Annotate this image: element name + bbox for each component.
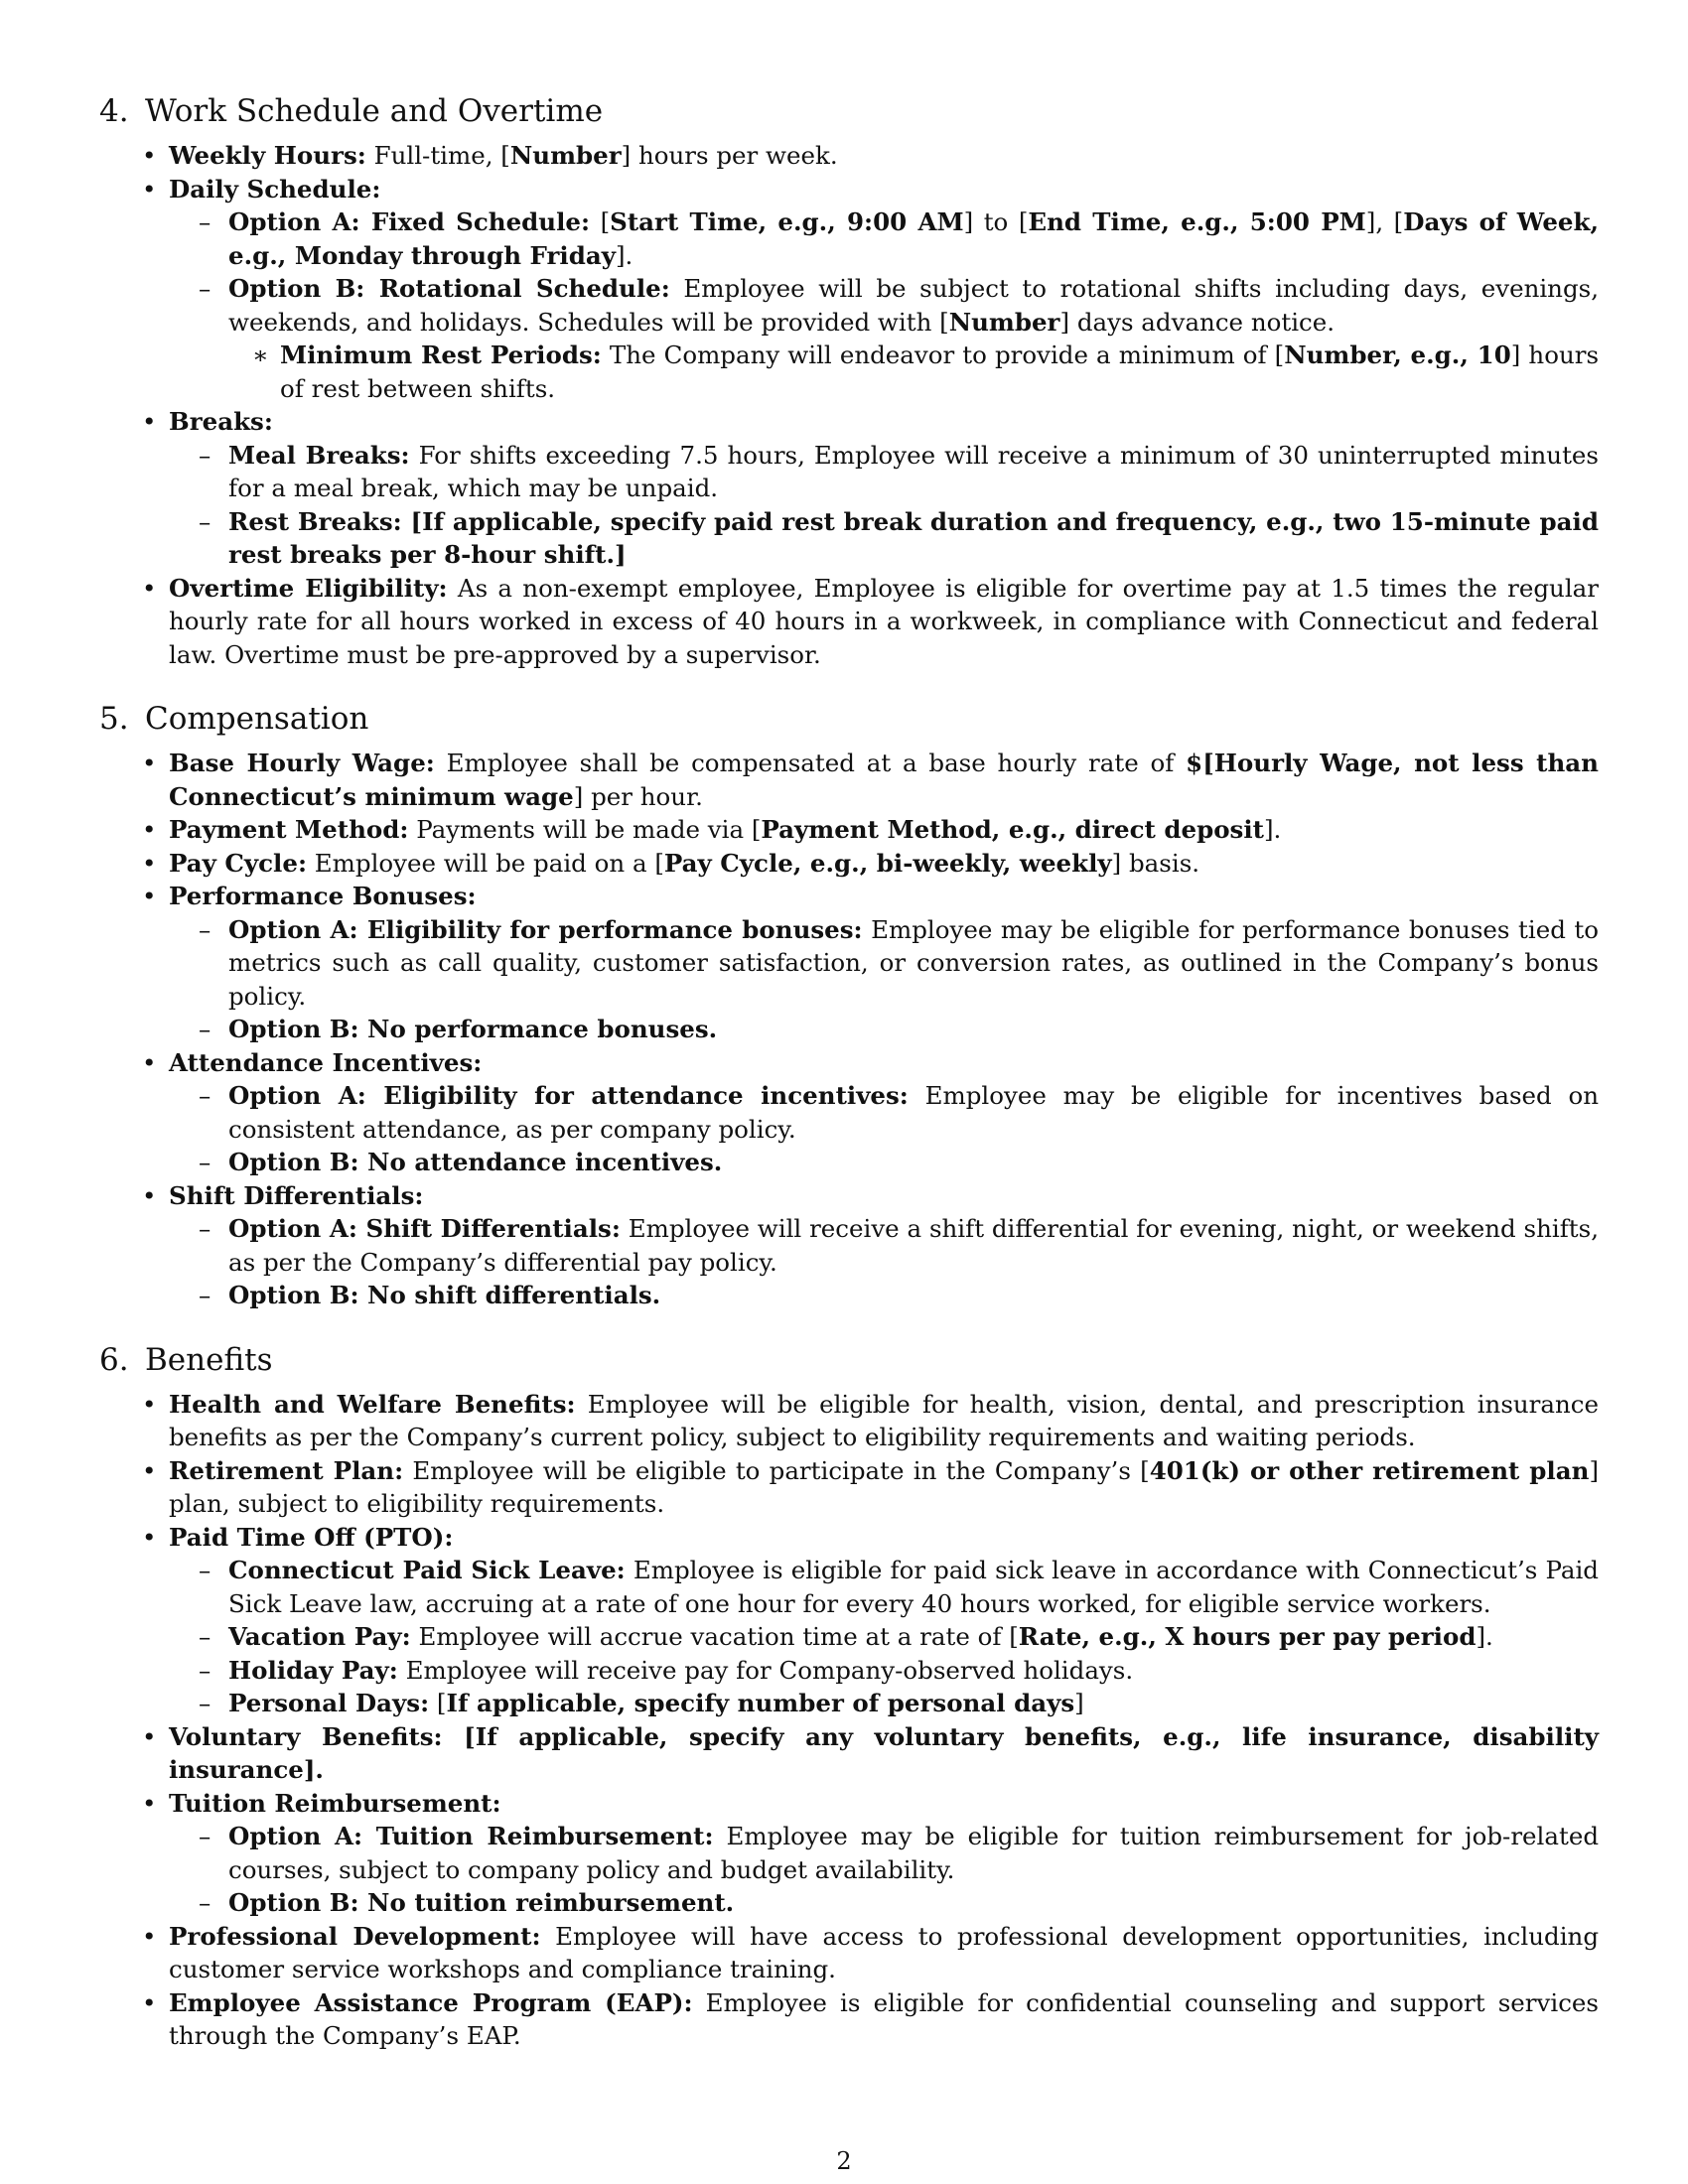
list-item-attendance-incentives: [142, 1046, 1599, 1179]
placeholder-text: Rate, e.g., X hours per pay period: [1018, 1622, 1477, 1651]
sub-item-tuition-option-b: [199, 1886, 1599, 1920]
item-label: Vacation Pay:: [228, 1622, 411, 1651]
item-text: ] basis.: [1111, 848, 1200, 878]
item-text: ]: [615, 540, 627, 569]
placeholder-text: Start Time, e.g., 9:00 AM: [610, 207, 964, 236]
dash-marker: –: [199, 440, 211, 470]
item-text: Employee shall be compensated at a base hourly rate of: [434, 749, 1187, 777]
bullet-marker: •: [142, 1788, 157, 1818]
item-text: ] hours of rest between shifts.: [280, 341, 1600, 403]
item-text: Employee may be eligible for incentives based on consistent attendance, as per company policy.: [228, 1081, 1599, 1144]
bullet-marker: •: [142, 1987, 157, 2017]
item-label: Option B: No performance bonuses.: [228, 1015, 718, 1043]
item-label: Option A: Tuition Reimbursement:: [228, 1822, 714, 1850]
dash-marker: –: [199, 1822, 211, 1850]
dash-marker: –: [199, 1148, 211, 1176]
list-item-pto: [142, 1521, 1599, 1720]
list-item-pay-cycle: [142, 847, 1599, 881]
sub-item-bonus-option-a: [199, 913, 1600, 1014]
item-label: Weekly Hours:: [169, 141, 366, 170]
sub-item-vacation: [199, 1620, 1599, 1654]
placeholder-text: Payment Method, e.g., direct deposit: [761, 815, 1264, 844]
item-label: Meal Breaks:: [228, 440, 410, 470]
item-text: ] to [: [963, 207, 1029, 236]
item-text: Employee will be eligible for health, vision, dental, and prescription insurance benefits as per the Company’s current policy, subject to eligibility requirements and waiting periods.: [169, 1389, 1599, 1451]
bullet-marker: •: [142, 749, 157, 777]
item-label: Option A: Eligibility for performance bonuses:: [228, 914, 863, 944]
sub-item-attendance-option-a: [199, 1079, 1599, 1146]
list-item-retirement: [142, 1454, 1599, 1521]
item-text: ]: [1074, 1689, 1084, 1717]
item-label: Option B: No attendance incentives.: [228, 1148, 723, 1176]
dash-marker: –: [199, 1655, 211, 1685]
sub-list: [169, 1212, 1599, 1312]
section-title: Benefits: [145, 1341, 273, 1378]
dash-marker: –: [199, 207, 211, 236]
sub-list: [169, 205, 1599, 405]
item-text: For shifts exceeding 7.5 hours, Employee will receive a minimum of 30 uninterrupted minutes for a meal break, which may be unpaid.: [228, 440, 1599, 502]
item-text: ], [: [1365, 207, 1404, 236]
placeholder-text: Pay Cycle, e.g., bi-weekly, weekly: [663, 848, 1112, 878]
item-label: Professional Development:: [169, 1921, 541, 1951]
item-label: Option B: No shift differentials.: [228, 1281, 661, 1309]
item-label: Base Hourly Wage:: [169, 749, 435, 777]
item-text: ].: [303, 1755, 324, 1784]
placeholder-text: If applicable, specify any voluntary benefits, e.g., life insurance, disability insurance: [169, 1721, 1599, 1784]
dash-marker: –: [199, 506, 211, 536]
placeholder-text: Days of Week, e.g., Monday through Friday: [228, 207, 1600, 270]
item-label: Breaks:: [169, 407, 273, 436]
section-heading: [99, 699, 1599, 739]
page-number: 2: [836, 2147, 852, 2175]
bullet-marker: •: [142, 407, 157, 436]
bullet-marker: •: [142, 1180, 157, 1210]
item-text: Employee will accrue vacation time at a rate of [: [410, 1622, 1019, 1651]
bullet-marker: •: [142, 1455, 157, 1485]
sub-item-rotational-schedule: [199, 272, 1600, 405]
item-text: [: [429, 1689, 447, 1717]
sub-sub-list: [228, 339, 1599, 405]
item-text: [: [401, 506, 423, 536]
item-label: Daily Schedule:: [169, 174, 381, 204]
item-text: Employee will receive pay for Company-observed holidays.: [397, 1655, 1134, 1685]
item-text: ] plan, subject to eligibility requirements.: [169, 1455, 1599, 1518]
bullet-marker: •: [142, 882, 157, 910]
item-text: Employee may be eligible for performance bonuses tied to metrics such as call quality, customer satisfaction, or conversion rates, as outlined in the Company’s bonus policy.: [228, 914, 1600, 1011]
list-item-overtime: [142, 572, 1599, 672]
item-text: ].: [615, 240, 633, 270]
bullet-marker: •: [142, 1721, 157, 1751]
section-heading: [99, 91, 1599, 131]
item-label: Option A: Shift Differentials:: [228, 1214, 621, 1243]
item-label: Pay Cycle:: [169, 848, 307, 878]
list-item-breaks: [142, 405, 1599, 572]
sub-list: [169, 1554, 1599, 1720]
list-item-health: [142, 1388, 1599, 1454]
item-text: ].: [1263, 815, 1282, 844]
sub-item-sick-leave: [199, 1554, 1599, 1620]
placeholder-text: If applicable, specify paid rest break duration and frequency, e.g., two 15-minute paid rest breaks per 8-hour shift.: [228, 506, 1599, 569]
list-item-professional-development: [142, 1920, 1599, 1986]
section-benefits: [99, 1340, 1599, 2053]
dash-marker: –: [199, 1214, 211, 1243]
section-heading: [99, 1340, 1599, 1380]
item-text: ].: [1476, 1622, 1493, 1651]
item-label: Personal Days:: [228, 1689, 430, 1717]
sub-list: [169, 439, 1599, 572]
item-label: Employee Assistance Program (EAP):: [169, 1987, 693, 2017]
dash-marker: –: [199, 1689, 211, 1717]
list-item-voluntary: [142, 1720, 1599, 1787]
bullet-list: [99, 1388, 1599, 2053]
sub-item-personal-days: [199, 1687, 1599, 1720]
list-item-base-wage: [142, 747, 1599, 813]
sub-item-shift-option-a: [199, 1212, 1600, 1279]
list-item-shift-differentials: [142, 1179, 1600, 1312]
sub-item-bonus-option-b: [199, 1013, 1599, 1046]
item-label: Option B: No tuition reimbursement.: [228, 1888, 735, 1917]
item-text: ] hours per week.: [621, 141, 838, 170]
bullet-marker: •: [142, 1522, 157, 1552]
item-label: Paid Time Off (PTO):: [169, 1522, 454, 1552]
item-text: Employee is eligible for paid sick leave in accordance with Connecticut’s Paid Sick Leave law, accruing at a rate of one hour for every 40 hours worked, for eligible service workers.: [228, 1556, 1599, 1618]
dash-marker: –: [199, 1081, 211, 1110]
item-text: Employee will have access to professional development opportunities, including customer service workshops and compliance training.: [169, 1921, 1599, 1983]
item-text: Employee will be subject to rotational shifts including days, evenings, weekends, and holidays. Schedules will be provided with [: [228, 274, 1600, 337]
sub-item-holiday: [199, 1654, 1599, 1688]
item-label: Option A: Eligibility for attendance incentives:: [228, 1081, 909, 1110]
document-page: [99, 91, 1599, 2081]
item-label: Shift Differentials:: [169, 1180, 424, 1210]
bullet-marker: •: [142, 848, 157, 878]
item-text: ] per hour.: [573, 781, 703, 811]
star-marker: ∗: [252, 341, 269, 369]
item-label: Voluntary Benefits:: [169, 1721, 443, 1751]
dash-marker: –: [199, 1622, 211, 1651]
bullet-list: [99, 139, 1599, 671]
bullet-marker: •: [142, 815, 157, 844]
bullet-marker: •: [142, 573, 157, 603]
item-label: Tuition Reimbursement:: [169, 1788, 501, 1818]
section-title: Compensation: [145, 701, 369, 737]
bullet-marker: •: [142, 1047, 157, 1077]
list-item-payment-method: [142, 813, 1599, 847]
sub-item-meal-breaks: [199, 439, 1599, 505]
item-label: Option A: Fixed Schedule:: [228, 207, 591, 236]
item-text: Employee is eligible for confidential counseling and support services through the Company’s EAP.: [169, 1987, 1599, 2050]
item-label: Option B: Rotational Schedule:: [228, 274, 670, 303]
item-text: ] days advance notice.: [1059, 307, 1336, 337]
bullet-list: [99, 747, 1599, 1312]
sub-list: [169, 913, 1599, 1046]
dash-marker: –: [199, 1015, 211, 1043]
item-text: The Company will endeavor to provide a minimum of [: [601, 341, 1285, 369]
item-label: Payment Method:: [169, 815, 409, 844]
sub-item-fixed-schedule: [199, 205, 1600, 272]
dash-marker: –: [199, 1281, 211, 1309]
section-number: 6.: [99, 1341, 129, 1378]
item-label: Attendance Incentives:: [169, 1047, 483, 1077]
section-compensation: [99, 699, 1599, 1312]
item-text: Employee may be eligible for tuition reimbursement for job-related courses, subject to company policy and budget availability.: [228, 1822, 1599, 1884]
item-label: Rest Breaks:: [228, 506, 402, 536]
placeholder-text: End Time, e.g., 5:00 PM: [1028, 207, 1366, 236]
placeholder-text: 401(k) or other retirement plan: [1149, 1455, 1590, 1485]
sub-item-tuition-option-a: [199, 1820, 1599, 1886]
placeholder-text: Number: [509, 141, 622, 170]
bullet-marker: •: [142, 141, 157, 170]
bullet-marker: •: [142, 174, 157, 204]
placeholder-text: $[Hourly Wage, not less than Connecticut’s minimum wage: [169, 749, 1599, 811]
item-text: Employee will receive a shift differential for evening, night, or weekend shifts, as per the Company’s differential pay policy.: [228, 1214, 1600, 1277]
sub-item-rest-breaks: [199, 505, 1599, 572]
sub-item-shift-option-b: [199, 1279, 1599, 1312]
item-text: Employee will be eligible to participate in the Company’s [: [403, 1455, 1150, 1485]
placeholder-text: If applicable, specify number of personal days: [446, 1689, 1075, 1717]
bullet-marker: •: [142, 1389, 157, 1419]
list-item-weekly-hours: [142, 139, 1599, 173]
bullet-marker: •: [142, 1921, 157, 1951]
item-text: Full-time, [: [365, 141, 510, 170]
placeholder-text: Number, e.g., 10: [1284, 341, 1511, 369]
item-text: [: [590, 207, 611, 236]
section-work-schedule: [99, 91, 1599, 671]
sub-item-attendance-option-b: [199, 1146, 1599, 1179]
sub-list: [169, 1820, 1599, 1920]
section-title: Work Schedule and Overtime: [145, 93, 604, 129]
list-item-daily-schedule: [142, 173, 1600, 406]
item-text: Payments will be made via [: [408, 815, 762, 844]
item-text: As a non-exempt employee, Employee is eligible for overtime pay at 1.5 times the regular hourly rate for all hours worked in excess of 40 hours in a workweek, in compliance with Connecticut and federal law. Overtime must be pre-approved by a supervisor.: [169, 573, 1599, 669]
placeholder-text: Number: [948, 307, 1060, 337]
dash-marker: –: [199, 1556, 211, 1584]
item-label: Performance Bonuses:: [169, 882, 477, 910]
item-text: Employee will be paid on a [: [307, 848, 664, 878]
section-number: 5.: [99, 701, 129, 737]
list-item-eap: [142, 1986, 1599, 2053]
dash-marker: –: [199, 1888, 211, 1917]
item-label: Holiday Pay:: [228, 1655, 398, 1685]
sub-list: [169, 1079, 1599, 1179]
item-label: Health and Welfare Benefits:: [169, 1389, 576, 1419]
dash-marker: –: [199, 274, 211, 303]
item-label: Overtime Eligibility:: [169, 573, 448, 603]
item-label: Connecticut Paid Sick Leave:: [228, 1556, 626, 1584]
item-label: Retirement Plan:: [169, 1455, 404, 1485]
section-number: 4.: [99, 93, 129, 129]
dash-marker: –: [199, 914, 211, 944]
item-label: Minimum Rest Periods:: [280, 341, 602, 369]
list-item-performance-bonuses: [142, 880, 1600, 1046]
sub-sub-item-rest-periods: [252, 339, 1600, 405]
item-text: [: [442, 1721, 476, 1751]
list-item-tuition: [142, 1787, 1599, 1920]
